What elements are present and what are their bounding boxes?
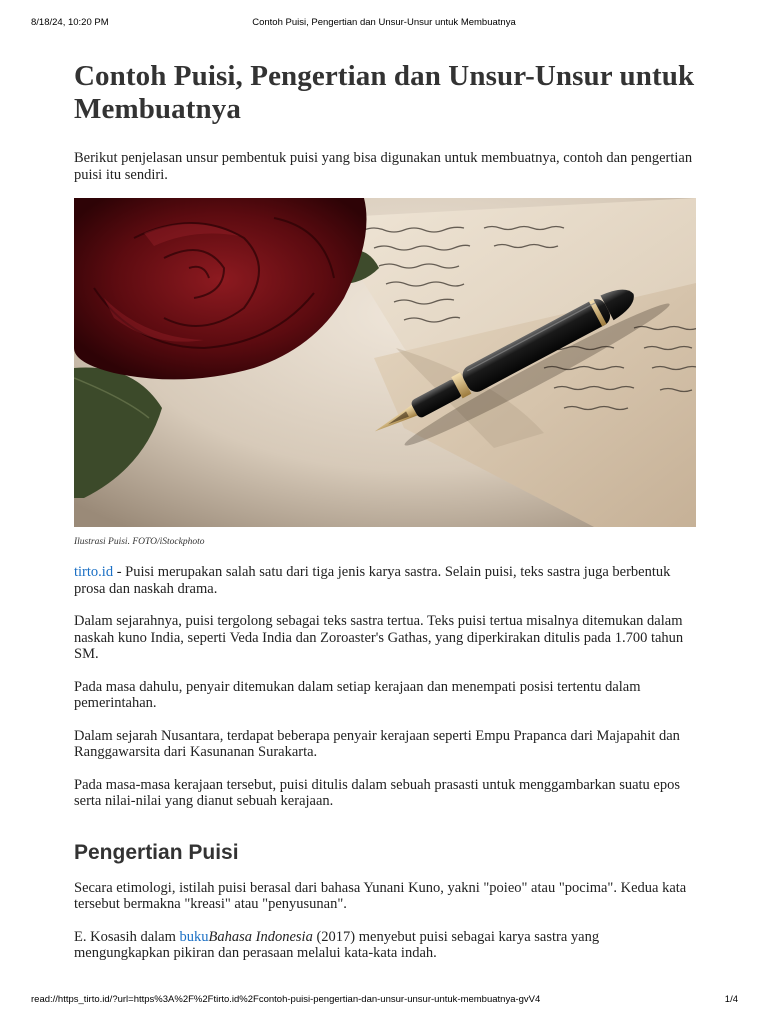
paragraph-kosasih bbox=[74, 929, 696, 962]
paragraph-history: Dalam sejarahnya, puisi tergolong sebagai teks sastra tertua. Teks puisi tertua misalnya ditemukan dalam naskah kuno India, seperti Veda India dan Zoroaster's Gathas, yang diperkirakan ditulis pada 1.700 tahun SM. bbox=[74, 613, 684, 662]
book-title: Bahasa Indonesia bbox=[208, 928, 313, 945]
article bbox=[74, 60, 696, 962]
section-heading: Pengertian Puisi bbox=[74, 840, 239, 864]
print-footer bbox=[0, 994, 768, 1008]
image-caption: Ilustrasi Puisi. FOTO/iStockphoto bbox=[74, 537, 205, 547]
paragraph-ancient: Pada masa dahulu, penyair ditemukan dalam setiap kerajaan dan menempati posisi tertentu dalam pemerintahan. bbox=[74, 678, 641, 711]
article-lead: Berikut penjelasan unsur pembentuk puisi yang bisa digunakan untuk membuatnya, contoh dan pengertian puisi itu sendiri. bbox=[74, 150, 693, 183]
print-header bbox=[0, 17, 768, 31]
paragraph-nusantara: Dalam sejarah Nusantara, terdapat beberapa penyair kerajaan seperti Empu Prapanca dari Majapahit dan Ranggawarsita dari Kasunanan Surakarta. bbox=[74, 727, 680, 760]
kosasih-text-after: (2017) menyebut puisi sebagai karya sastra yang mengungkapkan pikiran dan perasaan melalui kata-kata indah. bbox=[74, 928, 600, 961]
paragraph-kingdom: Pada masa-masa kerajaan tersebut, puisi ditulis dalam sebuah prasasti untuk menggambarkan suatu epos serta nilai-nilai yang dianut sebuah kerajaan. bbox=[74, 776, 681, 809]
paragraph-etymology: Secara etimologi, istilah puisi berasal dari bahasa Yunani Kuno, yakni "poieo" atau "pocima". Kedua kata tersebut bermakna "kreasi" atau "penyusunan". bbox=[74, 879, 687, 912]
rose-pen-illustration bbox=[74, 198, 696, 527]
buku-link[interactable]: buku bbox=[179, 928, 209, 945]
print-datetime: 8/18/24, 10:20 PM bbox=[31, 17, 109, 28]
print-page-number: 1/4 bbox=[724, 994, 738, 1005]
paragraph-intro bbox=[74, 564, 696, 597]
tirto-link[interactable]: tirto.id bbox=[74, 564, 114, 580]
paragraph-intro-text: - Puisi merupakan salah satu dari tiga jenis karya sastra. Selain puisi, teks sastra juga berbentuk prosa dan naskah drama. bbox=[74, 564, 671, 597]
print-page-title: Contoh Puisi, Pengertian dan Unsur-Unsur untuk Membuatnya bbox=[252, 17, 516, 28]
kosasih-text-before: E. Kosasih dalam bbox=[74, 928, 180, 945]
article-title: Contoh Puisi, Pengertian dan Unsur-Unsur untuk Membuatnya bbox=[74, 60, 695, 125]
hero-image bbox=[74, 198, 696, 527]
print-url: read://https_tirto.id/?url=https%3A%2F%2Ftirto.id%2Fcontoh-puisi-pengertian-dan-unsur-unsur-untuk-membuatnya-gvV4 bbox=[31, 994, 541, 1005]
